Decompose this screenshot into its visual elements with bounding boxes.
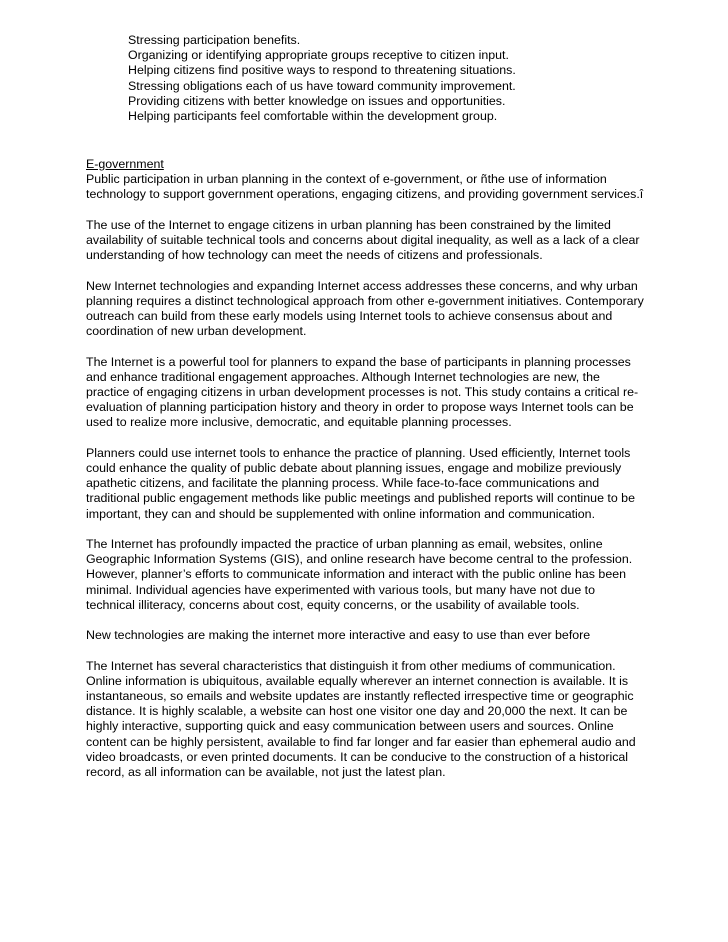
paragraph: New technologies are making the internet more interactive and easy to use than ever before bbox=[86, 628, 591, 643]
list-item: Helping citizens find positive ways to respond to threatening situations. bbox=[128, 63, 516, 78]
section-intro-paragraph: Public participation in urban planning in the context of e-government, or ñthe use of information technology to support government operations, engaging citizens, and providing government services.î bbox=[86, 172, 644, 202]
list-item: Helping participants feel comfortable within the development group. bbox=[128, 109, 498, 124]
bullet-list bbox=[128, 33, 688, 124]
list-item: Stressing participation benefits. bbox=[128, 33, 301, 47]
list-item: Stressing obligations each of us have toward community improvement. bbox=[128, 78, 516, 93]
paragraph: The use of the Internet to engage citizens in urban planning has been constrained by the limited availability of suitable technical tools and concerns about digital inequality, as well as a lack of a clear understanding of how technology can meet the needs of citizens and professionals. bbox=[86, 217, 640, 263]
list-item: Providing citizens with better knowledge on issues and opportunities. bbox=[128, 93, 506, 108]
paragraph: The Internet is a powerful tool for planners to expand the base of participants in planning processes and enhance traditional engagement approaches. Although Internet technologies are new, the practice of engaging citizens in urban development processes is not. This study contains a critical re-evaluation of planning participation history and theory in order to propose ways Internet tools can be used to realize more inclusive, democratic, and equitable planning processes. bbox=[86, 354, 639, 430]
list-item: Organizing or identifying appropriate groups receptive to citizen input. bbox=[128, 48, 509, 63]
paragraph: Planners could use internet tools to enhance the practice of planning. Used efficiently, Internet tools could enhance the quality of public debate about planning issues, engage and mobilize previously apathetic citizens, and facilitate the planning process. While face-to-face communications and traditional public engagement methods like public meetings and published reports will continue to be important, they can and should be supplemented with online information and communication. bbox=[86, 445, 635, 521]
paragraph: New Internet technologies and expanding Internet access addresses these concerns, and why urban planning requires a distinct technological approach from other e-government initiatives. Contemporary outreach can build from these early models using Internet tools to achieve consensus about and coordination of new urban development. bbox=[86, 278, 644, 339]
document-body bbox=[86, 157, 646, 795]
paragraph: The Internet has profoundly impacted the practice of urban planning as email, websites, online Geographic Information Systems (GIS), and online research have become central to the profession. However, planner’s efforts to communicate information and interact with the public online has been minimal. Individual agencies have experimented with various tools, but many have not due to technical illiteracy, concerns about cost, equity concerns, or the usability of available tools. bbox=[86, 537, 633, 612]
paragraph: The Internet has several characteristics that distinguish it from other mediums of communication. Online information is ubiquitous, available equally wherever an internet connection is available. It is instantaneous, so emails and website updates are instantly reflected irrespective time or geographic distance. It is highly scalable, a website can host one visitor one day and 20,000 the next. It can be highly interactive, supporting quick and easy communication between users and sources. Online content can be highly persistent, available to find far longer and far easier than ephemeral audio and video broadcasts, or even printed documents. It can be conducive to the construction of a historical record, as all information can be available, not just the latest plan. bbox=[86, 658, 636, 780]
section-heading: E-government bbox=[86, 157, 164, 171]
